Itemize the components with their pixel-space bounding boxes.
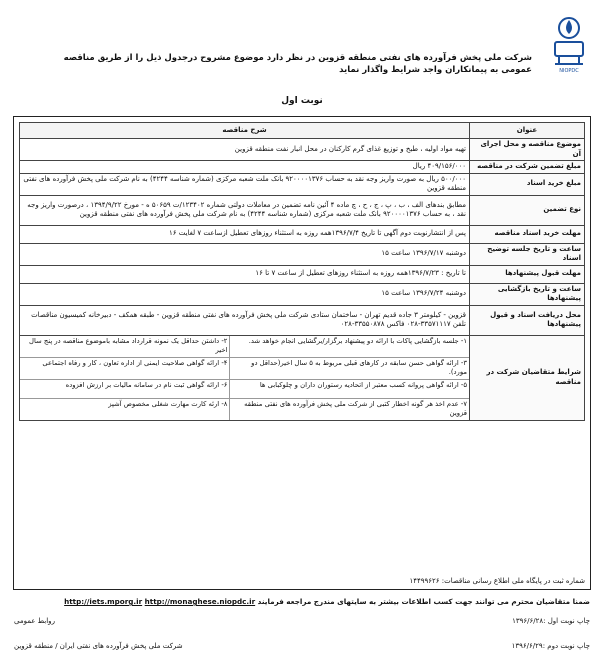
condition-item: ۷- عدم اخذ هر گونه اخطار کتبی از شرکت ملی پخش فرآورده های نفتی منطقه قزوین bbox=[244, 399, 467, 417]
table-row bbox=[20, 305, 585, 335]
row-label: ساعت و تاریخ جلسه توضیح اسناد bbox=[470, 243, 585, 265]
row-value: دوشنبه ۱۳۹۶/۷/۲۴ ساعت ۱۵ bbox=[20, 283, 470, 305]
conditions-label: شرایط متقاضیان شرکت در مناقصه bbox=[470, 335, 585, 420]
condition-item: ۴- ارائه گواهی صلاحیت ایمنی از اداره تعاون ، کار و رفاه اجتماعی bbox=[20, 357, 230, 379]
svg-text:NIOPDC: NIOPDC bbox=[559, 68, 579, 74]
iets-link[interactable]: http://iets.mporg.ir bbox=[64, 597, 143, 606]
table-row bbox=[20, 225, 585, 243]
second-print-date: چاپ نوبت دوم :۱۳۹۶/۶/۲۹ bbox=[511, 642, 590, 650]
first-print-date: چاپ نوبت اول :۱۳۹۶/۶/۲۸ bbox=[512, 617, 590, 625]
table-row bbox=[20, 195, 585, 225]
row-label: مبلغ تضمین شرکت در مناقصه bbox=[470, 161, 585, 174]
table-row bbox=[20, 139, 585, 161]
conditions-table bbox=[20, 336, 469, 420]
registration-number: شماره ثبت در پایگاه ملی اطلاع رسانی مناقصات: ۱۴۴۹۹۶۲۶ bbox=[409, 577, 585, 585]
row-label: موضوع مناقصه و محل اجرای آن bbox=[470, 139, 585, 161]
tender-table bbox=[19, 122, 585, 421]
condition-item: ۵- ارائه گواهی پروانه کسب معتبر از اتحادیه رستوران داران و چلوکبابی ها bbox=[230, 379, 469, 398]
footer bbox=[14, 616, 590, 652]
notice-heading: شرکت ملی پخش فرآورده های نفتی منطقه قزوین در نظر دارد موضوع مشروح درجدول ذیل را از طریق مناقصه عمومی به پیمانکاران واجد شرایط واگذار نماید bbox=[63, 53, 532, 75]
row-label: ساعت و تاریخ بازگشایی پیشنهادها bbox=[470, 283, 585, 305]
table-header-row bbox=[20, 123, 585, 139]
row-label: مهلت خرید اسناد مناقصه bbox=[470, 225, 585, 243]
condition-item: ۶- ارائه گواهی ثبت نام در سامانه مالیات بر ارزش افزوده bbox=[20, 379, 230, 398]
condition-item: ۲- داشتن حداقل یک نمونه قرارداد مشابه باموضوع مناقصه در پنج سال اخیر bbox=[20, 336, 230, 358]
condition-item: ۳- ارائه گواهی حسن سابقه در کارهای قبلی مربوط به ۵ سال اخیر(حداقل دو مورد). bbox=[230, 357, 469, 379]
niopdc-logo-icon bbox=[545, 14, 593, 74]
table-row bbox=[20, 173, 585, 195]
row-value: تهیه مواد اولیه ، طبخ و توزیع غذای گرم کارکنان در محل انبار نفت منطقه قزوین bbox=[20, 139, 470, 161]
table-row bbox=[20, 243, 585, 265]
table-row bbox=[20, 283, 585, 305]
row-value: تا تاریخ : ۱۳۹۶/۷/۲۳همه روزه به استثناء روزهای تعطیل از ساعت ۷ تا ۱۶ bbox=[20, 265, 470, 283]
col-desc-header: شرح مناقصه bbox=[20, 123, 470, 139]
row-label: محل دریافت اسناد و قبول پیشنهادها bbox=[470, 305, 585, 335]
condition-item: ۸- ارئه کارت مهارت شغلی مخصوص آشپز bbox=[20, 398, 230, 420]
notice-text: ضمنا متقاضیان محترم می توانند جهت کسب اطلاعات بیشتر به سایتهای مندرج مراجعه فرمایند bbox=[257, 597, 590, 606]
row-value: ۵۰۰/۰۰۰ ریال به صورت واریز وجه نقد به حساب ۹۲۰۰۰۰۱۳۷۶ بانک ملت شعبه مرکزی (شماره شناسه ۴۲۴۴) به نام شرکت ملی پخش فرآورده های نفتی منطقه قزوین bbox=[20, 173, 470, 195]
row-value: پس از انتشارنوبت دوم آگهی تا تاریخ ۱۳۹۶/۷/۴همه روزه به استثناء روزهای تعطیل ازساعت ۷ لغایت ۱۶ bbox=[20, 225, 470, 243]
condition-row bbox=[20, 336, 469, 358]
row-label: نوع تضمین bbox=[470, 195, 585, 225]
conditions-row bbox=[20, 335, 585, 420]
condition-row bbox=[20, 379, 469, 398]
condition-item: ۱- جلسه بازگشایی پاکات با ارائه دو پیشنهاد برگزار/برگشایی انجام خواهد شد. bbox=[230, 336, 469, 358]
row-value: ۴۰۹/۱۵۶/۰۰۰ ریال bbox=[20, 161, 470, 174]
conditions-cell bbox=[20, 335, 470, 420]
row-value: دوشنبه ۱۳۹۶/۷/۱۷ ساعت ۱۵ bbox=[20, 243, 470, 265]
row-value: مطابق بندهای الف ، ب ، پ ، ج ، ح ، چ ماده ۴ آئین نامه تضمین در معاملات دولتی شماره ۱۲۳۴۰۲/ت ۵۰۶۵۹ ه - مورخ ۱۳۹۴/۹/۲۲ ، درصورت واریز وجه نقد ، به حساب ۹۲۰۰۰۰۱۳۷۶ بانک ملت شعبه مرکزی (شماره شناسه ۴۲۴۴) به نام شرکت ملی پخش فرآورده های نفتی منطقه قزوین bbox=[20, 195, 470, 225]
condition-row bbox=[20, 357, 469, 379]
row-value: قزوین - کیلومتر ۳ جاده قدیم تهران - ساختمان ستادی شرکت ملی پخش فرآورده های نفتی منطقه قزوین - طبقه همکف - دبیرخانه کمیسیون مناقصات تلفن ۳۳۵۷۱۱۱۷-۰۲۸ فاکس ۳۳۵۵۰۸۷۸-۰۲۸ bbox=[20, 305, 470, 335]
notice-line bbox=[14, 597, 590, 606]
table-row bbox=[20, 265, 585, 283]
row-label: مبلغ خرید اسناد bbox=[470, 173, 585, 195]
row-label: مهلت قبول پیشنهادها bbox=[470, 265, 585, 283]
company-signature: شرکت ملی پخش فرآورده های نفتی ایران / منطقه قزوین bbox=[14, 642, 183, 650]
condition-row bbox=[20, 398, 469, 420]
public-relations: روابط عمومی bbox=[14, 617, 55, 625]
col-title-header: عنوان bbox=[470, 123, 585, 139]
footer-row bbox=[14, 641, 590, 652]
turn-label: نوبت اول bbox=[281, 96, 323, 106]
monaghese-link[interactable]: http://monaghese.niopdc.ir bbox=[144, 597, 256, 606]
table-row bbox=[20, 161, 585, 174]
footer-row bbox=[14, 616, 590, 627]
